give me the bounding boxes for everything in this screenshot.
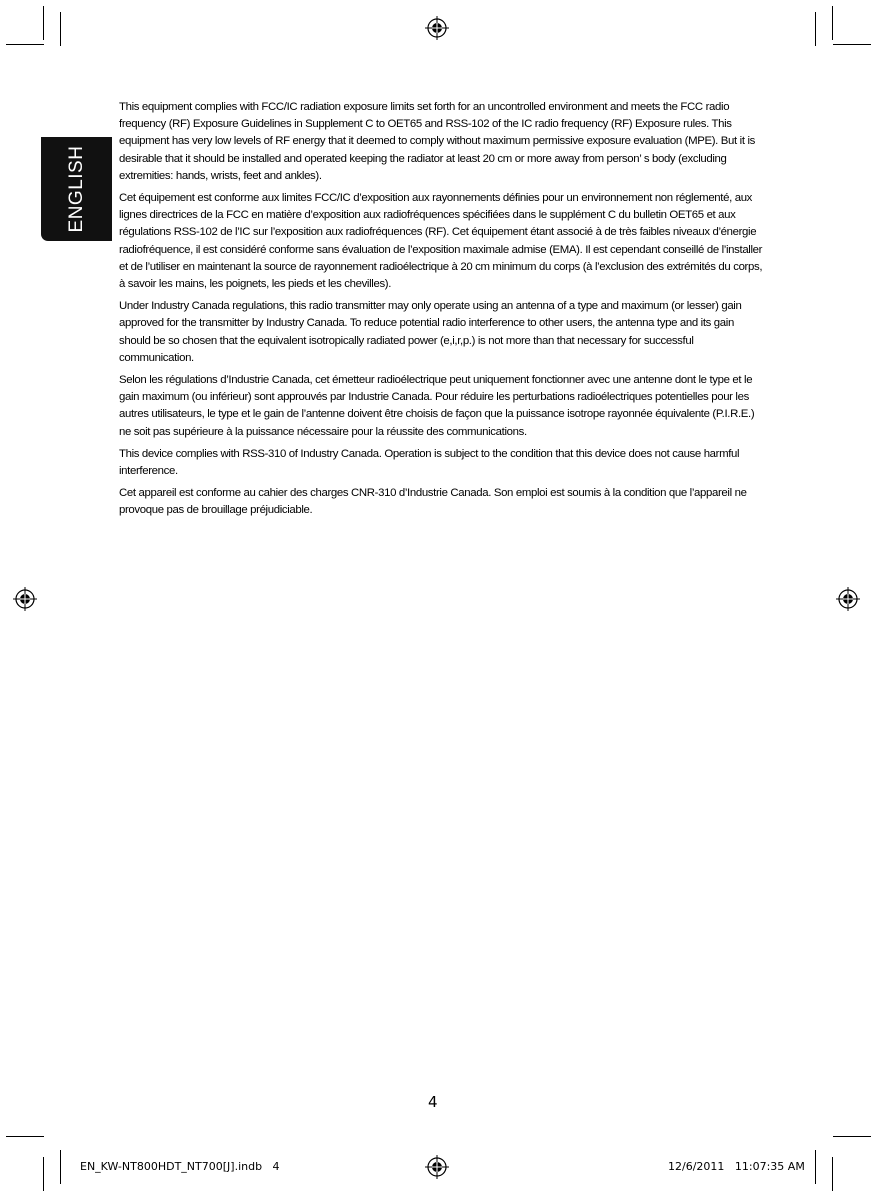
language-tab: [41, 137, 112, 241]
registration-mark-icon: [836, 587, 860, 611]
crop-mark: [833, 44, 871, 45]
language-tab-label: ENGLISH: [65, 145, 87, 233]
paragraph-fcc-exposure-fr: Cet équipement est conforme aux limites FCC/IC d’exposition aux rayonnements définies pour un environnement non réglementé, aux lignes directrices de la FCC en matière d’exposition aux radiofréquences spécifiées dans le supplément C du bulletin OET65 et aux régulations RSS-102 de l’IC sur l’exposition aux radiofréquences (RF). Cet équipement étant associé à de très faibles niveaux d’énergie radiofréquence, il est considéré conforme sans évaluation de l’exposition maximale admise (EMA). Il est cependant conseillé de l’installer et de l’utiliser en maintenant la source de rayonnement radioélectrique à 20 cm minimum du corps (à l’exclusion des extrémités du corps, à savoir les mains, les poignets, les pieds et les chevilles).: [119, 192, 763, 291]
regulatory-notice: [119, 99, 767, 525]
paragraph-industry-canada-en: Under Industry Canada regulations, this radio transmitter may only operate using an antenna of a type and maximum (or lesser) gain approved for the transmitter by Industry Canada. To reduce potential radio interference to other users, the antenna type and its gain should be so chosen that the equivalent isotropically radiated power (e,i,r,p.) is not more than that necessary for successful communication.: [119, 300, 742, 364]
crop-mark: [832, 1157, 833, 1191]
crop-mark: [6, 44, 44, 45]
crop-mark: [60, 12, 61, 46]
registration-mark-icon: [425, 1155, 449, 1179]
crop-mark: [815, 1150, 816, 1184]
crop-mark: [43, 6, 44, 40]
registration-mark-icon: [425, 16, 449, 40]
footer-file-info: EN_KW-NT800HDT_NT700[J].indb 4: [80, 1160, 280, 1173]
crop-mark: [43, 1157, 44, 1191]
registration-mark-icon: [13, 587, 37, 611]
page-number: 4: [428, 1093, 438, 1111]
footer-timestamp: 12/6/2011 11:07:35 AM: [668, 1160, 805, 1173]
paragraph-rss310-en: This device complies with RSS-310 of Industry Canada. Operation is subject to the condition that this device does not cause harmful interference.: [119, 447, 740, 478]
crop-mark: [833, 1136, 871, 1137]
crop-mark: [6, 1136, 44, 1137]
crop-mark: [815, 12, 816, 46]
crop-mark: [832, 6, 833, 40]
paragraph-fcc-exposure-en: This equipment complies with FCC/IC radiation exposure limits set forth for an uncontrolled environment and meets the FCC radio frequency (RF) Exposure Guidelines in Supplement C to OET65 and RSS-102 of the IC radio frequency (RF) Exposure rules. This equipment has very low levels of RF energy that it deemed to comply without maximum permissive exposure evaluation (MPE). But it is desirable that it should be installed and operated keeping the radiator at least 20 cm or more away from person’ s body (excluding extremities: hands, wrists, feet and ankles).: [119, 101, 755, 182]
paragraph-cnr310-fr: Cet appareil est conforme au cahier des charges CNR-310 d’Industrie Canada. Son emploi est soumis à la condition que l’appareil ne provoque pas de brouillage préjudiciable.: [119, 487, 747, 517]
crop-mark: [60, 1150, 61, 1184]
paragraph-industry-canada-fr: Selon les régulations d’Industrie Canada, cet émetteur radioélectrique peut uniquement fonctionner avec une antenne dont le type et le gain maximum (ou inférieur) sont approuvés par Industrie Canada. Pour réduire les perturbations radioélectriques potentielles pour les autres utilisateurs, le type et le gain de l’antenne doivent être choisis de façon que la puissance isotrope rayonnée équivalente (P.I.R.E.) ne soit pas supérieure à la puissance nécessaire pour la réussite des communications.: [119, 374, 755, 438]
